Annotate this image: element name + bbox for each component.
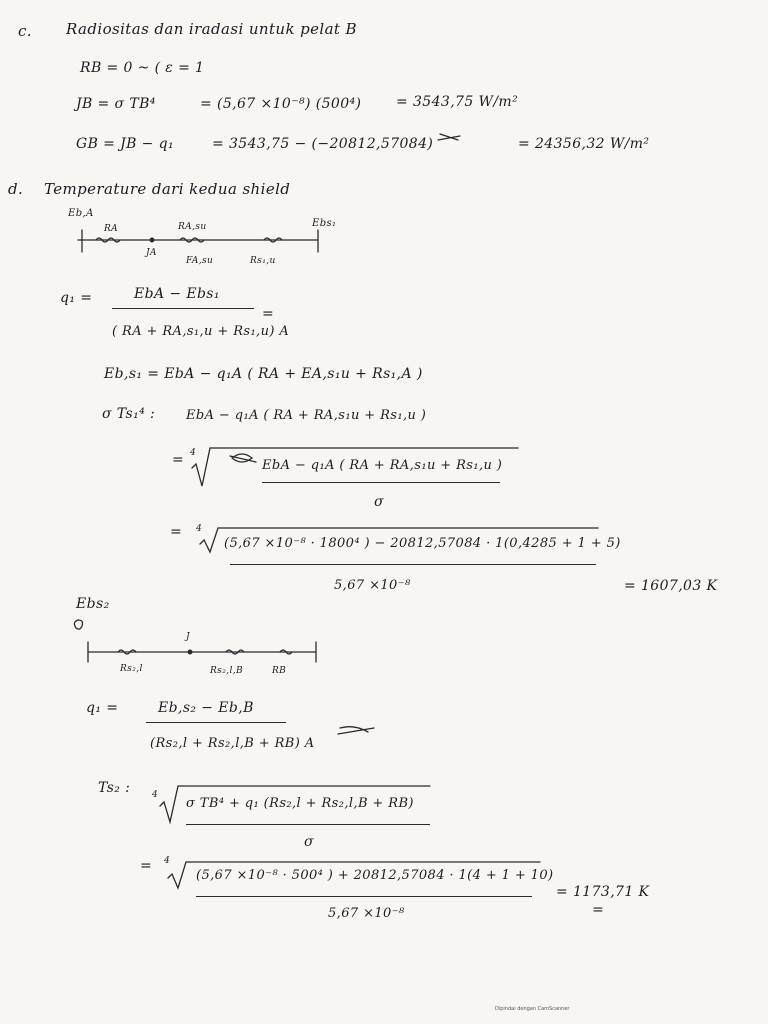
root-2-result: = 1607,03 K xyxy=(624,578,718,594)
root-2-fraction-bar xyxy=(230,564,596,565)
q1-shield2-numerator: Eb,s₂ − Eb,B xyxy=(158,700,254,716)
q1-shield2-fraction-bar xyxy=(146,722,286,723)
crossed-out-scribble-2 xyxy=(338,727,374,734)
root-4-index: 4 xyxy=(164,856,171,866)
sigma-ts1-rhs: EbA − q₁A ( RA + RA,s₁u + Rs₁,u ) xyxy=(186,408,427,423)
root-2-denominator: 5,67 ×10⁻⁸ xyxy=(334,578,411,593)
root-3-index: 4 xyxy=(152,790,159,800)
root-4-numerator: (5,67 ×10⁻⁸ · 500⁴ ) + 20812,57084 · 1(4 + 1 + 10) xyxy=(196,868,554,883)
ts2-lhs: Ts₂ : xyxy=(98,780,131,796)
scribble-mark xyxy=(74,620,82,629)
network-2-node-j-label: J xyxy=(186,632,191,642)
q1-shield2-lhs: q₁ = xyxy=(86,700,119,716)
root-1-fraction-bar xyxy=(262,482,500,483)
ebs1-equation: Eb,s₁ = EbA − q₁A ( RA + EA,s₁u + Rs₁,A ) xyxy=(104,366,423,382)
network-1-bottom-label-ja: JA xyxy=(146,248,157,258)
root-3-denominator: σ xyxy=(304,834,314,850)
part-d-title: Temperature dari kedua shield xyxy=(44,180,291,198)
part-c-jb-mid: = (5,67 ×10⁻⁸) (500⁴) xyxy=(200,96,362,112)
q1-fraction-bar xyxy=(112,308,254,309)
root-3-numerator: σ TB⁴ + q₁ (Rs₂,l + Rs₂,l,B + RB) xyxy=(186,796,414,811)
q1-denominator: ( RA + RA,s₁,u + Rs₁,u) A xyxy=(112,324,290,339)
root-3-fraction-bar xyxy=(186,824,430,825)
network-1-bottom-label-fasu: FA,su xyxy=(186,256,214,266)
crossed-out-scribble-3 xyxy=(438,134,460,140)
root-1-denominator: σ xyxy=(374,494,384,510)
network-1-start-label: Eb,A xyxy=(68,208,94,219)
network-1-end-label: Ebs₁ xyxy=(312,218,337,229)
ebs2-label: Ebs₂ xyxy=(76,596,110,612)
root-2-numerator: (5,67 ×10⁻⁸ · 1800⁴ ) − 20812,57084 · 1(0,4285 + 1 + 5) xyxy=(224,536,621,551)
q1-trailing-equals: = xyxy=(262,306,275,322)
part-d-label: d. xyxy=(8,180,24,198)
root-4-fraction-bar xyxy=(196,896,532,897)
part-c-gb-mid: = 3543,75 − (−20812,57084) xyxy=(212,136,434,152)
root-4-equals: = xyxy=(140,858,153,874)
root-4-result: = 1173,71 K xyxy=(556,884,650,900)
root-2-equals: = xyxy=(170,524,183,540)
sigma-ts1-lhs: σ Ts₁⁴ : xyxy=(102,406,156,422)
node-ja xyxy=(150,238,154,242)
scanner-credit: Dipindai dengan CamScanner xyxy=(495,1006,570,1012)
network-1-top-label-ra: RA xyxy=(104,224,119,234)
root-2-index: 4 xyxy=(196,524,203,534)
part-c-line-1: RB = 0 ~ ( ε = 1 xyxy=(80,60,205,76)
q1-numerator: EbA − Ebs₁ xyxy=(134,286,220,302)
part-c-label: c. xyxy=(18,22,32,40)
root-1-equals: = xyxy=(172,452,185,468)
root-4-denominator: 5,67 ×10⁻⁸ xyxy=(328,906,405,921)
part-c-jb-lhs: JB = σ TB⁴ xyxy=(76,96,156,112)
root-1-numerator: EbA − q₁A ( RA + RA,s₁u + Rs₁,u ) xyxy=(262,458,503,473)
q1-lhs: q₁ = xyxy=(60,290,93,306)
root-4-trailing-equals: = xyxy=(592,902,605,918)
network-1-bottom-label-rs1u: Rs₁,u xyxy=(250,256,276,266)
q1-shield2-denominator: (Rs₂,l + Rs₂,l,B + RB) A xyxy=(150,736,315,751)
part-c-gb-lhs: GB = JB − q₁ xyxy=(76,136,175,152)
part-c-gb-result: = 24356,32 W/m² xyxy=(518,136,650,152)
part-c-title: Radiositas dan iradasi untuk pelat B xyxy=(66,20,357,38)
network-2-label-rs2lb: Rs₂,l,B xyxy=(210,666,244,676)
crossed-out-scribble-1 xyxy=(230,454,256,462)
network-2-label-rb: RB xyxy=(272,666,287,676)
network-1-top-label-rasu: RA,su xyxy=(178,222,207,232)
node-j xyxy=(188,650,192,654)
part-c-jb-result: = 3543,75 W/m² xyxy=(396,94,519,110)
root-1-index: 4 xyxy=(190,448,197,458)
network-2-label-rs2l: Rs₂,l xyxy=(120,664,143,674)
